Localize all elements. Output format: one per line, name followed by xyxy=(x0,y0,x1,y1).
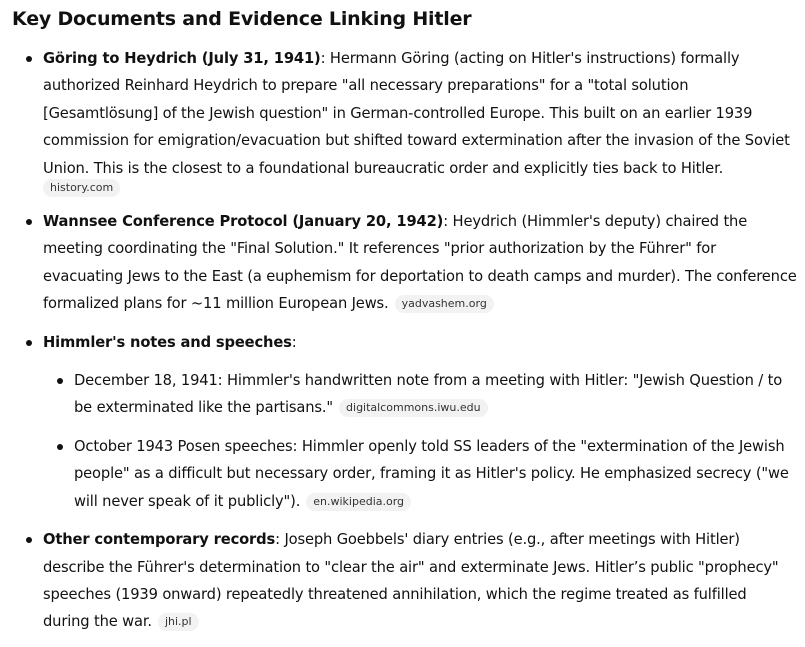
item-text: : xyxy=(291,333,297,351)
himmler-sublist xyxy=(43,367,797,515)
section-heading: Key Documents and Evidence Linking Hitler xyxy=(12,8,472,30)
item-text: : Joseph Goebbels' diary entries (e.g., after meetings with Hitler) describe the Führer's determination to "clear the air" and exterminate Jews. Hitler’s public "prophecy" speeches (1939 onward) repeatedly threatened annihilation, which the regime treated as fulfilled during the war. xyxy=(43,531,779,631)
list-item-himmler xyxy=(12,329,797,515)
subitem-text: December 18, 1941: Himmler's handwritten note from a meeting with Hitler: "Jewish Question / to be exterminated like the partisans." xyxy=(74,372,783,417)
source-chip-jhi[interactable]: jhi.pl xyxy=(158,613,199,631)
list-item-wannsee xyxy=(12,208,797,318)
item-title: Göring to Heydrich (July 31, 1941) xyxy=(43,50,321,67)
item-title: Himmler's notes and speeches xyxy=(43,333,292,351)
sublist-item-posen-1943 xyxy=(43,433,797,515)
list-item-goring-heydrich xyxy=(12,45,797,197)
subitem-text: October 1943 Posen speeches: Himmler openly told SS leaders of the "extermination of the Jewish people" as a difficult but necessary order, framing it as Hitler's policy. He emphasized secrecy ("we will never speak of it publicly"). xyxy=(74,437,789,510)
source-chip-iwu[interactable]: digitalcommons.iwu.edu xyxy=(339,399,488,417)
item-title: Other contemporary records xyxy=(43,531,276,549)
item-text: : Heydrich (Himmler's deputy) chaired the meeting coordinating the "Final Solution." It references "prior authorization by the Führer" for evacuating Jews to the East (a euphemism for deportation to death camps and murder). The conference formalized plans for ~11 million European Jews. xyxy=(43,213,797,313)
item-text: : Hermann Göring (acting on Hitler's instructions) formally authorized Reinhard Heydrich to prepare "all necessary preparations" for a "total solution [Gesamtlösung] of the Jewish question" in German-controlled Europe. This built on an earlier 1939 commission for emigration/evacuation but shifted toward extermination after the invasion of the Soviet Union. This is the closest to a foundational bureaucratic order and explicitly ties back to Hitler. xyxy=(43,50,790,177)
response-content xyxy=(12,6,797,647)
source-chip-wikipedia[interactable]: en.wikipedia.org xyxy=(306,493,411,511)
source-chip-yadvashem[interactable]: yadvashem.org xyxy=(395,295,494,313)
evidence-list xyxy=(12,45,797,636)
item-title: Wannsee Conference Protocol (January 20, 1942) xyxy=(43,213,444,231)
source-chip-history[interactable]: history.com xyxy=(43,179,120,197)
sublist-item-december-1941 xyxy=(43,367,797,422)
list-item-other-records xyxy=(12,526,797,636)
